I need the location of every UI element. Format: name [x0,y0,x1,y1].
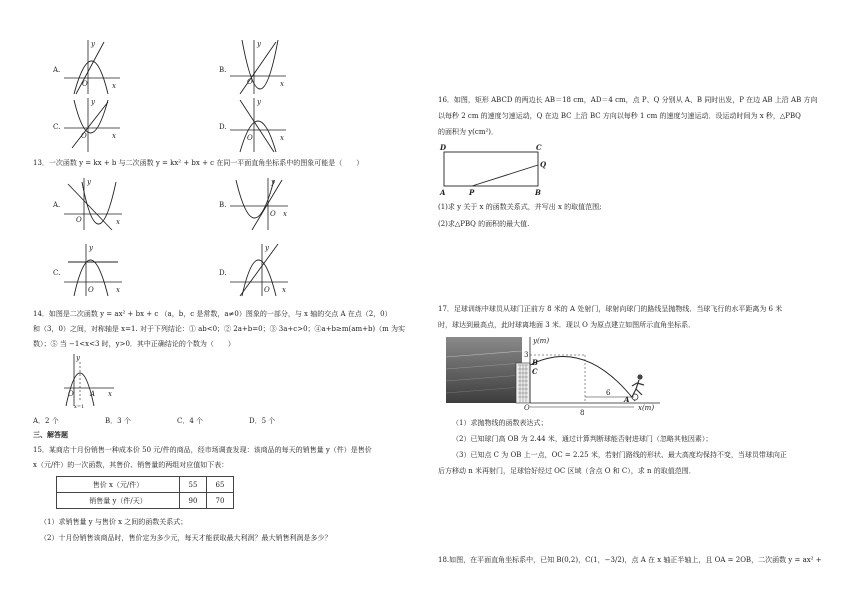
q13-b-x: x [283,210,287,218]
q12-graph-a [62,38,122,96]
q17-a: A [624,395,630,404]
q16-line-1: 16．如图，矩形 ABCD 的两边长 AB＝18 cm，AD＝4 cm，点 P、Q 分别从 A、B 同时出发，P 在边 AB 上沿 AB 方向 [438,96,818,104]
q14-option-d: D．5 个 [249,417,276,425]
q17-eight: 8 [580,409,585,417]
q12-option-c-label: C. [53,123,61,131]
q15-sub-1: （1）求销售量 y 与售价 x 之间的函数关系式； [40,518,188,526]
q14-line-2: 和（3，0）之间，对称轴是 x=1. 对于下列结论：① ab<0；② 2a+b=0；③ 3a+c>0；④a+b≥m(am+b)（m 为实 [33,325,406,333]
q17-line-2: 时，球达到最高点，此时球离地面 3 米．现以 O 为原点建立如图所示直角坐标系． [438,321,696,329]
q12-a-x: x [112,82,116,90]
table-cell: 55 [180,477,207,493]
q17-six: 6 [606,389,611,397]
q12-option-d-label: D. [219,123,227,131]
q13-option-c-label: C. [53,269,61,277]
q16-c: C [536,143,542,152]
q16-sub-2: (2)求△PBQ 的面积的最大值. [438,220,530,228]
q12-b-y: y [257,40,261,48]
q16-b: B [535,188,541,197]
q14-option-a: A．2 个 [33,417,59,425]
q14-graph [62,352,116,408]
q12-a-y: y [91,40,95,48]
q12-c-o: O [81,132,87,140]
table-row [57,493,234,509]
q13-graph-d [228,242,290,298]
q13-b-y: y [271,178,275,186]
table-cell: 90 [180,493,207,509]
q16-d: D [440,143,447,152]
q16-line-2: 以每秒 2 cm 的速度匀速运动，Q 在边 BC 上沿 BC 方向以每秒 1 cm 的速度匀速运动．设运动时间为 x 秒，△PBQ [438,112,801,120]
q12-c-x: x [112,132,116,140]
table-cell: 65 [207,477,234,493]
q13-option-b-label: B. [219,201,227,209]
q17-o: O [524,404,530,412]
q13-graph-c [62,242,124,298]
q14-line-3: 数）；⑤ 当 −1<x<3 时，y>0．其中正确结论的个数为（ ） [33,340,235,348]
q17-sub-1: （1）求抛物线的函数表达式； [452,419,548,427]
q14-fig-a: A [90,390,96,398]
q12-option-a-label: A. [53,66,61,74]
q12-option-b-label: B. [219,66,227,74]
q13-b-o: O [270,210,276,218]
q12-b-x: x [280,80,284,88]
q13-graph-a [62,176,124,232]
q13-option-d-label: D. [219,269,227,277]
q15-price-table [56,476,234,509]
q14-fig-y: y [76,354,80,362]
q16-q: Q [540,160,547,169]
player-head-icon [637,374,642,379]
q13-c-o: O [88,286,94,294]
table-cell: 销售量 y（件/天） [57,493,180,509]
q16-rectangle-figure [436,142,556,196]
q12-d-y: y [257,98,261,106]
stadium-photo [446,337,522,403]
q12-graph-b [228,38,288,96]
q12-graph-d [228,96,288,154]
q15-line-2: x（元/件）的一次函数，其售价、销售量的两组对应值如下表： [33,461,229,469]
q13-a-x: x [116,218,120,226]
q12-graph-c [62,96,122,154]
q16-p: P [469,188,475,197]
q17-line-1: 17．足球训练中球员从球门正前方 8 米的 A 处射门，球射向球门的路线呈抛物线．当球飞行的水平距离为 6 米 [438,305,783,313]
q14-line-1: 14．如图是二次函数 y = ax² + bx + c （a，b，c 是常数，a≠0）图象的一部分，与 x 轴的交点 A 在点（2，0） [33,310,392,318]
q12-c-y: y [91,98,95,106]
table-cell: 70 [207,493,234,509]
q13-d-y: y [265,244,269,252]
q17-sub-2: （2）已知球门高 OB 为 2.44 米，通过计算判断球能否射进球门（忽略其他因素）； [452,435,713,443]
table-row [57,477,234,493]
q13-graph-b [228,176,290,232]
q15-line-1: 15．某商店十月份销售一种成本价 50 元/件的商品，经市场调查发现：该商品的每天的销售量 y（件）是售价 [33,446,372,454]
q13-d-x: x [282,286,286,294]
q14-fig-o: O [68,390,74,398]
section-3-heading: 三、解答题 [33,430,68,439]
q17-xlabel: x(m) [638,404,655,412]
q13-stem: 13．一次函数 y = kx + b 与二次函数 y = kx² + bx + c 在同一平面直角坐标系中的图象可能是（ ） [33,159,364,167]
q12-a-o: O [82,80,88,88]
q14-option-c: C．4 个 [177,417,204,425]
table-cell: 售价 x（元/件） [57,477,180,493]
q16-sub-1: (1)求 y 关于 x 的函数关系式，并写出 x 的取值范围; [438,203,602,211]
q13-a-o: O [76,216,82,224]
q13-a-y: y [87,178,91,186]
q12-d-x: x [280,134,284,142]
q13-c-y: y [89,244,93,252]
player-icon [632,380,644,397]
q17-b: B [532,358,538,367]
q17-soccer-figure [446,335,664,417]
q15-sub-2: （2）十月份销售该商品时，售价定为多少元，每天才能获取最大利润？最大销售利润是多少？ [40,534,332,542]
q12-d-o: O [247,134,253,142]
q13-c-x: x [116,286,120,294]
q18-line-1: 18.如图，在平面直角坐标系中，已知 B(0,2)，C(1，−3/2)，点 A 在 x 轴正半轴上，且 OA = 2OB，二次函数 y = ax² + [438,556,822,564]
q17-sub-3b: 后方移动 n 米再射门，足球恰好经过 OC 区域（含点 O 和 C），求 n 的取值范围． [438,467,696,475]
q17-c: C [532,367,538,376]
q16-a: A [440,188,446,197]
q14-fig-x: x [108,390,112,398]
q16-line-3: 的面积为 y(cm²)． [438,128,499,136]
q17-sub-3a: （3）已知点 C 为 OB 上一点，OC = 2.25 米，若射门路线的形状、最大高度均保持不变，当球员带球向正 [452,451,787,459]
q13-option-a-label: A. [53,201,61,209]
q13-d-o: O [264,286,270,294]
q14-fig-axis: x=1 [74,404,85,410]
q12-b-o: O [247,78,253,86]
q17-three: 3 [524,351,529,359]
q17-ylabel: y(m) [533,337,550,345]
q14-option-b: B．3 个 [105,417,131,425]
